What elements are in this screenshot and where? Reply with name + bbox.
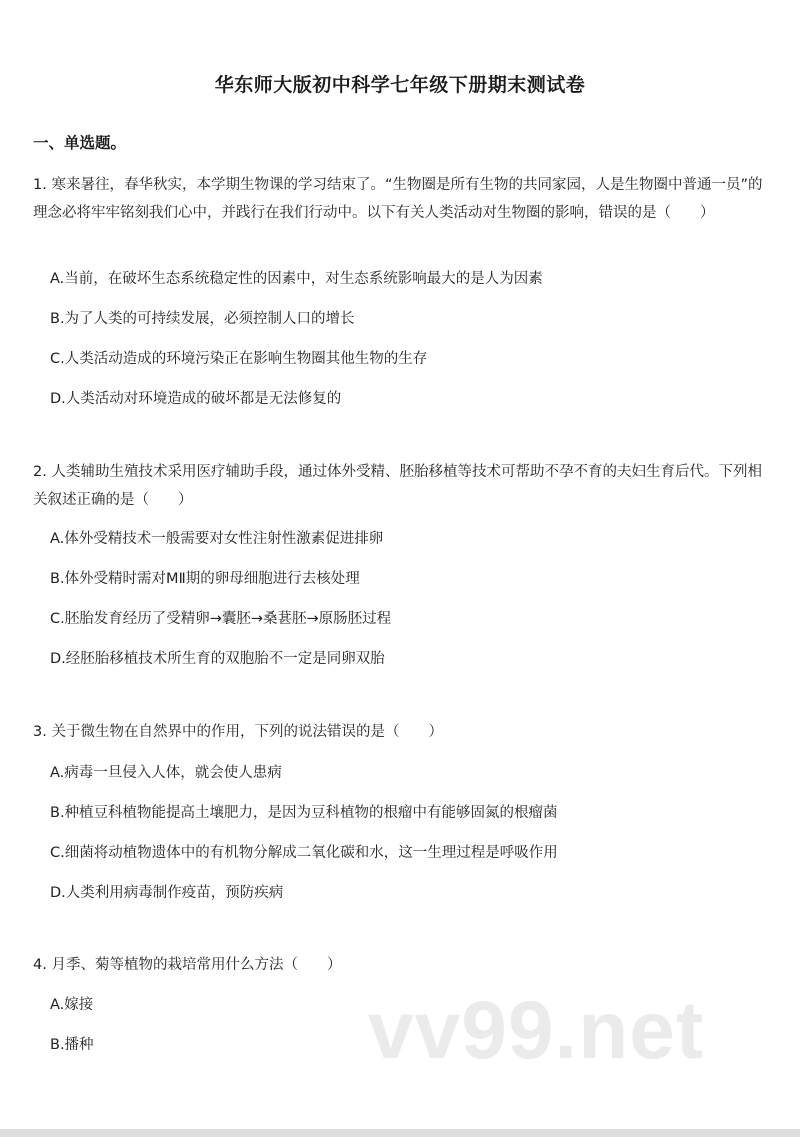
- question-4-text: 4. 月季、菊等植物的栽培常用什么方法（ ）: [33, 957, 342, 973]
- question-3-option-c: C.细菌将动植物遗体中的有机物分解成二氧化碳和水，这一生理过程是呼吸作用: [50, 845, 558, 861]
- question-2-option-d: D.经胚胎移植技术所生育的双胞胎不一定是同卵双胎: [50, 651, 385, 667]
- page-title: 华东师大版初中科学七年级下册期末测试卷: [214, 74, 586, 96]
- question-1-text: 1. 寒来暑往，春华秋实，本学期生物课的学习结束了。“生物圈是所有生物的共同家园，人是生物圈中普通一员”的理念必将牢牢铭刻我们心中，并践行在我们行动中。以下有关人类活动对生物圈的影响，错误的是（ ）: [33, 177, 763, 221]
- question-4-option-a: A.嫁接: [50, 997, 94, 1013]
- question-3-option-b: B.种植豆科植物能提高土壤肥力，是因为豆科植物的根瘤中有能够固氮的根瘤菌: [50, 805, 558, 821]
- question-1-option-a: A.当前，在破坏生态系统稳定性的因素中，对生态系统影响最大的是人为因素: [50, 271, 543, 287]
- question-4-option-b: B.播种: [50, 1037, 94, 1053]
- question-2-text: 2. 人类辅助生殖技术采用医疗辅助手段，通过体外受精、胚胎移植等技术可帮助不孕不育的夫妇生育后代。下列相关叙述正确的是（ ）: [33, 464, 762, 508]
- question-3-option-d: D.人类利用病毒制作疫苗，预防疾病: [50, 885, 284, 901]
- watermark: vv99.net: [368, 985, 705, 1076]
- question-1-option-d: D.人类活动对环境造成的破坏都是无法修复的: [50, 391, 342, 407]
- question-1-option-c: C.人类活动造成的环境污染正在影响生物圈其他生物的生存: [50, 351, 428, 367]
- question-2-option-b: B.体外受精时需对MⅡ期的卵母细胞进行去核处理: [50, 571, 360, 587]
- question-1-option-b: B.为了人类的可持续发展，必须控制人口的增长: [50, 311, 355, 327]
- section-heading: 一、单选题。: [33, 134, 127, 152]
- page-bottom-divider: [0, 1129, 800, 1137]
- question-2-option-a: A.体外受精技术一般需要对女性注射性激素促进排卵: [50, 531, 384, 547]
- question-3-text: 3. 关于微生物在自然界中的作用，下列的说法错误的是（ ）: [33, 724, 443, 740]
- question-2-option-c: C.胚胎发育经历了受精卵→囊胚→桑葚胚→原肠胚过程: [50, 611, 392, 627]
- question-3-option-a: A.病毒一旦侵入人体，就会使人患病: [50, 765, 282, 781]
